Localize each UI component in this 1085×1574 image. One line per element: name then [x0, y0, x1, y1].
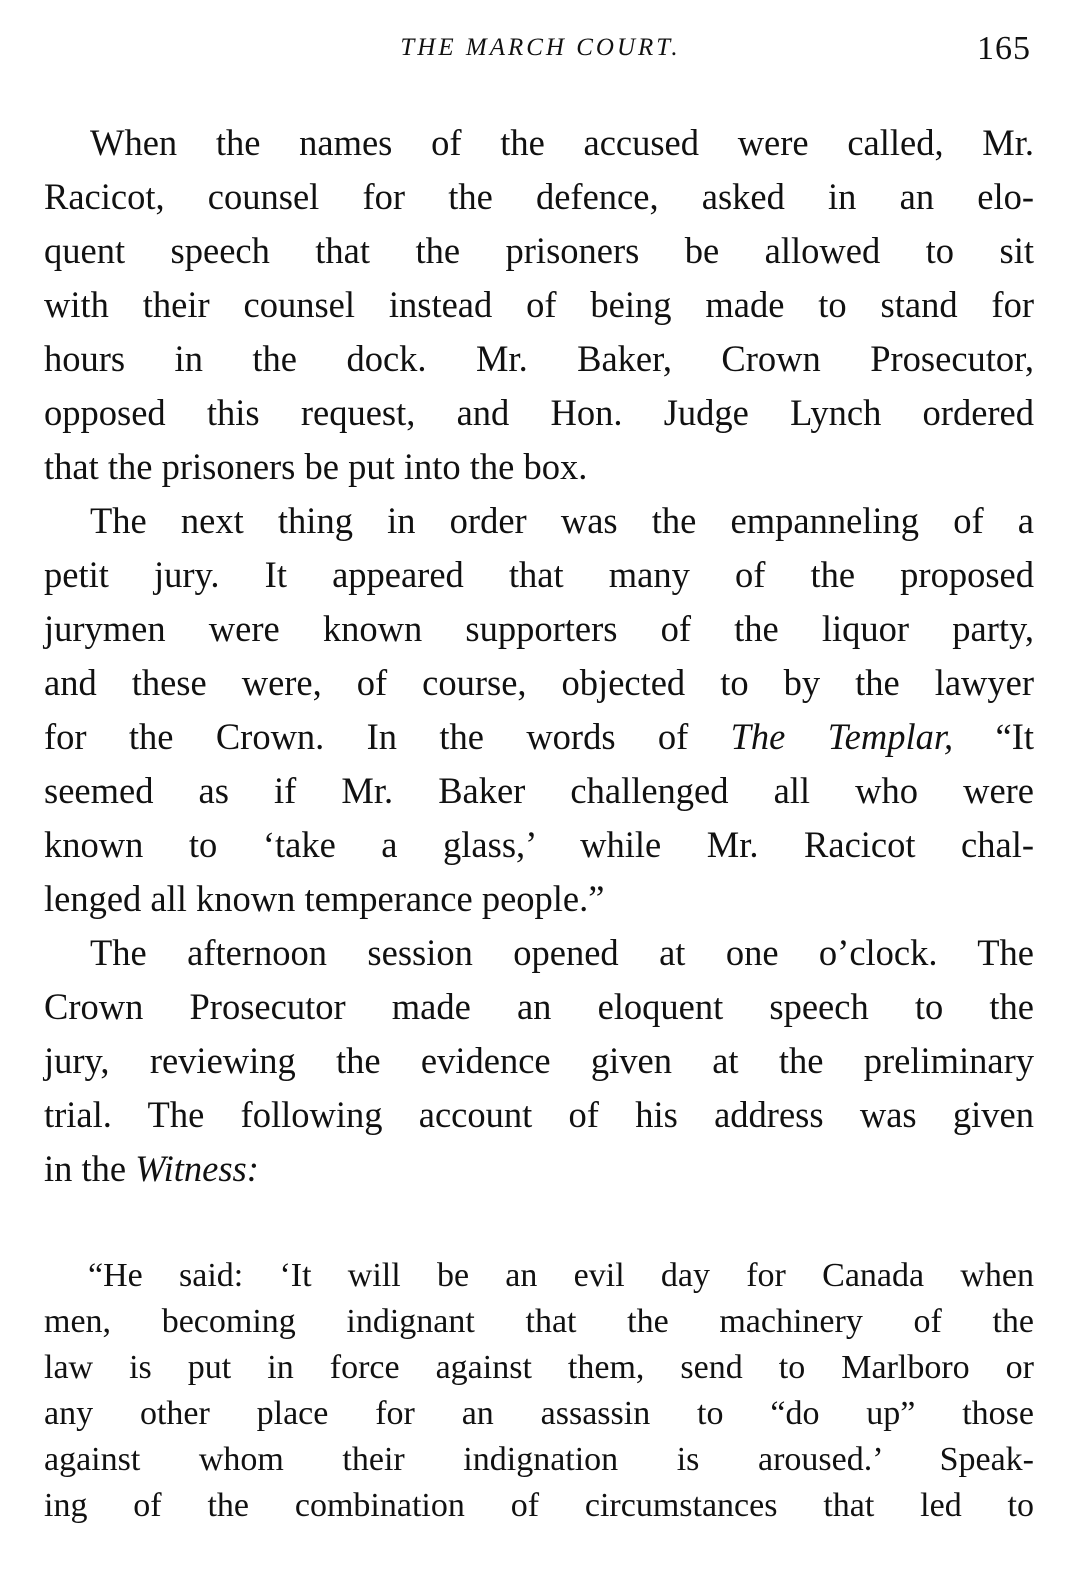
italic-title-the-templar: The Templar,	[730, 716, 954, 757]
text-line: opposed this request, and Hon. Judge Lynch ordered	[44, 392, 1034, 433]
quote-line: “He said: ‘It will be an evil day for Canada when	[88, 1257, 1034, 1294]
text-line: with their counsel instead of being made to stand for	[44, 284, 1034, 325]
quote-line: men, becoming indignant that the machinery of the	[44, 1303, 1034, 1340]
text-segment: in the	[44, 1148, 136, 1189]
running-head	[44, 30, 1037, 74]
text-line: petit jury. It appeared that many of the proposed	[44, 554, 1034, 595]
text-segment: “It	[953, 716, 1034, 757]
quote-line: law is put in force against them, send to Marlboro or	[44, 1349, 1034, 1386]
text-line: jurymen were known supporters of the liquor party,	[44, 608, 1034, 649]
paragraph-2	[44, 494, 1034, 926]
quote-line: any other place for an assassin to “do up” those	[44, 1395, 1034, 1432]
text-line-with-italic	[44, 1142, 1034, 1196]
text-line: hours in the dock. Mr. Baker, Crown Prosecutor,	[44, 338, 1034, 379]
text-line: that the prisoners be put into the box.	[44, 446, 588, 487]
text-line: seemed as if Mr. Baker challenged all who were	[44, 770, 1034, 811]
text-line: Racicot, counsel for the defence, asked in an elo-	[44, 176, 1034, 217]
italic-title-witness: Witness:	[135, 1148, 259, 1189]
paragraph-3	[44, 926, 1034, 1196]
text-line: jury, reviewing the evidence given at the preliminary	[44, 1040, 1034, 1081]
text-line: and these were, of course, objected to by the lawyer	[44, 662, 1034, 703]
text-line: The afternoon session opened at one o’clock. The	[90, 932, 1034, 973]
page-number: 165	[977, 30, 1031, 67]
text-segment: for the Crown. In the words of	[44, 716, 731, 757]
text-line-with-italic	[44, 710, 1034, 764]
running-title: THE MARCH COURT.	[400, 34, 681, 61]
text-line: Crown Prosecutor made an eloquent speech to the	[44, 986, 1034, 1027]
text-line: known to ‘take a glass,’ while Mr. Racicot chal-	[44, 824, 1034, 865]
text-line: The next thing in order was the empanneling of a	[90, 500, 1034, 541]
paragraph-1	[44, 116, 1034, 494]
quote-line: ing of the combination of circumstances that led to	[44, 1487, 1034, 1524]
text-line: lenged all known temperance people.”	[44, 878, 605, 919]
quotation-block	[44, 1253, 1034, 1529]
text-line: trial. The following account of his address was given	[44, 1094, 1034, 1135]
text-line: When the names of the accused were called, Mr.	[90, 122, 1034, 163]
text-line: quent speech that the prisoners be allowed to sit	[44, 230, 1034, 271]
quote-line: against whom their indignation is aroused.’ Speak-	[44, 1441, 1034, 1478]
